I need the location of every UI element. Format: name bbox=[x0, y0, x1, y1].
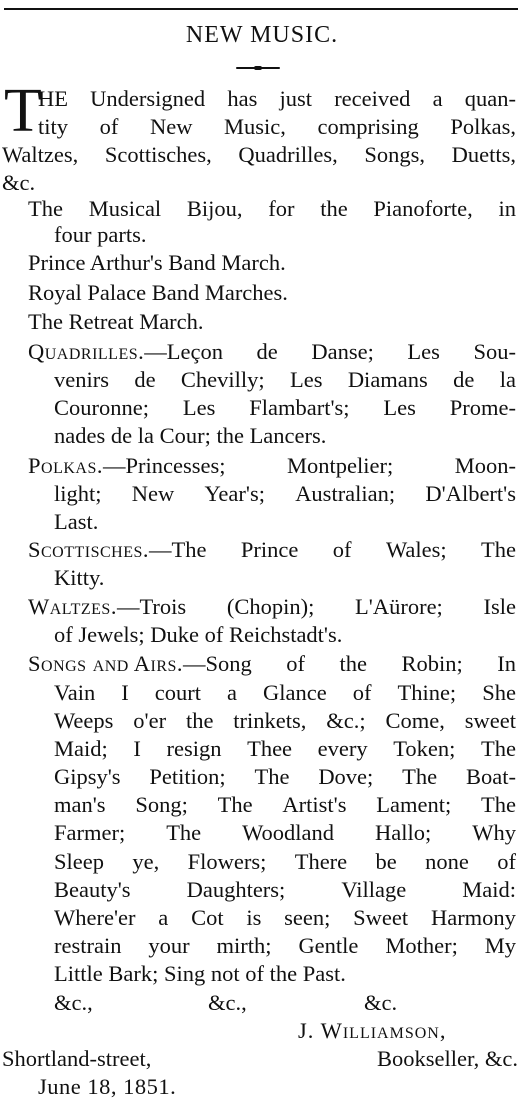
retreat-item: The Retreat March. bbox=[28, 309, 204, 334]
etc-1: &c., bbox=[54, 990, 93, 1015]
quadrilles-line-1: Quadrilles. —Leçon de Danse; Les Sou- bbox=[28, 339, 516, 364]
royal-palace-item: Royal Palace Band Marches. bbox=[28, 280, 288, 305]
etc-3: &c. bbox=[364, 990, 398, 1015]
songs-line-12: Little Bark; Sing not of the Past. bbox=[54, 961, 346, 986]
bijou-line-2: four parts. bbox=[54, 222, 147, 247]
quadrilles-line-3: Couronne; Les Flambart's; Les Prome- bbox=[54, 395, 516, 420]
bijou-line-1: The Musical Bijou, for the Pianoforte, in bbox=[28, 196, 516, 221]
signature-title: Bookseller, &c. bbox=[377, 1046, 518, 1071]
top-rule bbox=[4, 8, 518, 10]
quadrilles-line-4: nades de la Cour; the Lancers. bbox=[54, 423, 327, 448]
heading-ornament bbox=[232, 66, 284, 70]
quadrilles-line-2: venirs de Chevilly; Les Diamans de la bbox=[54, 367, 516, 392]
intro-line-3: Waltzes, Scottisches, Quadrilles, Songs, Duetts, bbox=[2, 142, 516, 167]
etc-2: &c., bbox=[208, 990, 247, 1015]
scottisches-label: Scottisches. bbox=[28, 537, 150, 562]
songs-line-11: restrain your mirth; Gentle Mother; My bbox=[54, 933, 516, 958]
polkas-line-3: Last. bbox=[54, 509, 99, 534]
heading: NEW MUSIC. bbox=[185, 22, 339, 48]
scottisches-line-2: Kitty. bbox=[54, 565, 105, 590]
songs-line-10: Where'er a Cot is seen; Sweet Harmony bbox=[54, 905, 516, 930]
polkas-line-1: Polkas. —Princesses; Montpelier; Moon- bbox=[28, 453, 516, 478]
songs-line-8: Sleep ye, Flowers; There be none of bbox=[54, 849, 516, 874]
waltzes-line-2: of Jewels; Duke of Reichstadt's. bbox=[54, 622, 343, 647]
drop-cap: T bbox=[4, 77, 42, 145]
songs-line-7: Farmer; The Woodland Hallo; Why bbox=[54, 820, 516, 845]
prince-arthur-item: Prince Arthur's Band March. bbox=[28, 250, 286, 275]
date: June 18, 1851. bbox=[38, 1074, 177, 1099]
songs-line-9: Beauty's Daughters; Village Maid: bbox=[54, 877, 516, 902]
waltzes-label: Waltzes. bbox=[28, 594, 117, 619]
scottisches-line-1: Scottisches. —The Prince of Wales; The bbox=[28, 537, 516, 562]
intro-line-4: &c. bbox=[2, 170, 36, 195]
songs-line-6: man's Song; The Artist's Lament; The bbox=[54, 792, 516, 817]
songs-line-5: Gipsy's Petition; The Dove; The Boat- bbox=[54, 764, 516, 789]
songs-line-2: Vain I court a Glance of Thine; She bbox=[54, 680, 516, 705]
songs-line-1: Songs and Airs. —Song of the Robin; In bbox=[28, 651, 516, 676]
quadrilles-label: Quadrilles. bbox=[28, 339, 145, 364]
signature-name: J. Williamson, bbox=[298, 1018, 447, 1043]
songs-label: Songs and Airs. bbox=[28, 651, 184, 676]
address: Shortland-street, bbox=[2, 1046, 152, 1071]
intro-line-1: HE Undersigned has just received a quan- bbox=[38, 86, 516, 111]
songs-line-4: Maid; I resign Thee every Token; The bbox=[54, 736, 516, 761]
polkas-label: Polkas. bbox=[28, 453, 103, 478]
waltzes-line-1: Waltzes. —Trois (Chopin); L'Aürore; Isle bbox=[28, 594, 516, 619]
songs-line-3: Weeps o'er the trinkets, &c.; Come, sweet bbox=[54, 708, 516, 733]
intro-line-2: tity of New Music, comprising Polkas, bbox=[38, 114, 516, 139]
polkas-line-2: light; New Year's; Australian; D'Albert's bbox=[54, 481, 516, 506]
